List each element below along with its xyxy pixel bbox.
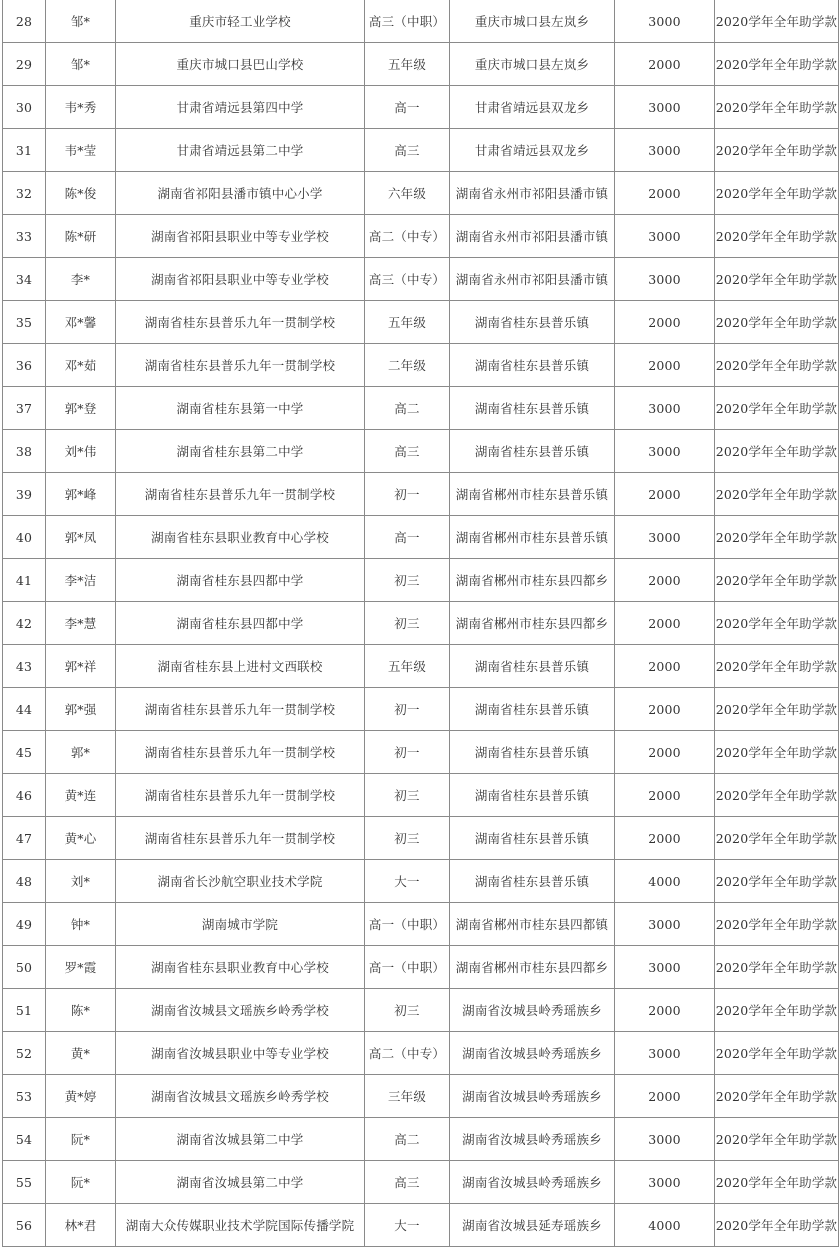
grant-amount-cell: 2000	[615, 559, 715, 602]
student-name-cell: 邓*馨	[46, 301, 116, 344]
remark-cell: 2020学年全年助学款	[715, 1075, 839, 1118]
row-number-cell: 39	[3, 473, 46, 516]
home-address-cell: 湖南省桂东县普乐镇	[450, 387, 615, 430]
grant-amount-cell: 2000	[615, 774, 715, 817]
table-row	[3, 516, 839, 559]
row-number-cell: 49	[3, 903, 46, 946]
home-address-cell: 湖南省汝城县岭秀瑶族乡	[450, 989, 615, 1032]
grant-recipients-table	[2, 0, 839, 1247]
student-name-cell: 刘*伟	[46, 430, 116, 473]
grant-amount-cell: 3000	[615, 387, 715, 430]
school-cell: 湖南省桂东县普乐九年一贯制学校	[116, 344, 365, 387]
table-row	[3, 860, 839, 903]
grade-cell: 高三（中专）	[365, 258, 450, 301]
row-number-cell: 41	[3, 559, 46, 602]
remark-cell: 2020学年全年助学款	[715, 43, 839, 86]
home-address-cell: 湖南省汝城县岭秀瑶族乡	[450, 1075, 615, 1118]
home-address-cell: 湖南省汝城县延寿瑶族乡	[450, 1204, 615, 1247]
school-cell: 湖南省汝城县文瑶族乡岭秀学校	[116, 989, 365, 1032]
table-row	[3, 387, 839, 430]
grade-cell: 五年级	[365, 43, 450, 86]
student-name-cell: 钟*	[46, 903, 116, 946]
remark-cell: 2020学年全年助学款	[715, 172, 839, 215]
grade-cell: 高二（中专）	[365, 215, 450, 258]
row-number-cell: 29	[3, 43, 46, 86]
row-number-cell: 36	[3, 344, 46, 387]
grant-amount-cell: 2000	[615, 301, 715, 344]
remark-cell: 2020学年全年助学款	[715, 774, 839, 817]
grade-cell: 初一	[365, 688, 450, 731]
student-name-cell: 陈*俊	[46, 172, 116, 215]
home-address-cell: 湖南省桂东县普乐镇	[450, 817, 615, 860]
grant-amount-cell: 2000	[615, 731, 715, 774]
row-number-cell: 33	[3, 215, 46, 258]
remark-cell: 2020学年全年助学款	[715, 731, 839, 774]
remark-cell: 2020学年全年助学款	[715, 387, 839, 430]
school-cell: 湖南省桂东县四都中学	[116, 602, 365, 645]
student-name-cell: 陈*	[46, 989, 116, 1032]
student-name-cell: 邹*	[46, 43, 116, 86]
home-address-cell: 湖南省桂东县普乐镇	[450, 860, 615, 903]
home-address-cell: 湖南省永州市祁阳县潘市镇	[450, 172, 615, 215]
row-number-cell: 40	[3, 516, 46, 559]
student-name-cell: 刘*	[46, 860, 116, 903]
grant-amount-cell: 3000	[615, 1161, 715, 1204]
grade-cell: 高三	[365, 1161, 450, 1204]
student-name-cell: 李*洁	[46, 559, 116, 602]
row-number-cell: 54	[3, 1118, 46, 1161]
school-cell: 湖南省祁阳县职业中等专业学校	[116, 215, 365, 258]
student-name-cell: 罗*霞	[46, 946, 116, 989]
remark-cell: 2020学年全年助学款	[715, 86, 839, 129]
school-cell: 湖南省桂东县普乐九年一贯制学校	[116, 817, 365, 860]
student-name-cell: 黄*	[46, 1032, 116, 1075]
school-cell: 湖南省汝城县第二中学	[116, 1161, 365, 1204]
table-row	[3, 301, 839, 344]
grant-amount-cell: 2000	[615, 645, 715, 688]
home-address-cell: 湖南省桂东县普乐镇	[450, 688, 615, 731]
remark-cell: 2020学年全年助学款	[715, 473, 839, 516]
grant-amount-cell: 2000	[615, 688, 715, 731]
grant-amount-cell: 2000	[615, 344, 715, 387]
remark-cell: 2020学年全年助学款	[715, 215, 839, 258]
remark-cell: 2020学年全年助学款	[715, 0, 839, 43]
remark-cell: 2020学年全年助学款	[715, 688, 839, 731]
school-cell: 湖南城市学院	[116, 903, 365, 946]
row-number-cell: 55	[3, 1161, 46, 1204]
home-address-cell: 湖南省桂东县普乐镇	[450, 430, 615, 473]
table-row	[3, 1204, 839, 1247]
remark-cell: 2020学年全年助学款	[715, 1204, 839, 1247]
school-cell: 湖南省汝城县文瑶族乡岭秀学校	[116, 1075, 365, 1118]
grant-amount-cell: 2000	[615, 1075, 715, 1118]
student-name-cell: 林*君	[46, 1204, 116, 1247]
grant-amount-cell: 3000	[615, 903, 715, 946]
student-name-cell: 郭*强	[46, 688, 116, 731]
grant-amount-cell: 2000	[615, 473, 715, 516]
home-address-cell: 湖南省郴州市桂东县四都乡	[450, 946, 615, 989]
grant-amount-cell: 3000	[615, 430, 715, 473]
remark-cell: 2020学年全年助学款	[715, 817, 839, 860]
remark-cell: 2020学年全年助学款	[715, 516, 839, 559]
table-row	[3, 774, 839, 817]
student-name-cell: 郭*登	[46, 387, 116, 430]
grade-cell: 初三	[365, 817, 450, 860]
school-cell: 湖南省桂东县职业教育中心学校	[116, 516, 365, 559]
row-number-cell: 48	[3, 860, 46, 903]
grade-cell: 初三	[365, 989, 450, 1032]
table-row	[3, 172, 839, 215]
student-name-cell: 郭*	[46, 731, 116, 774]
grant-amount-cell: 4000	[615, 860, 715, 903]
student-name-cell: 陈*研	[46, 215, 116, 258]
row-number-cell: 37	[3, 387, 46, 430]
grade-cell: 高二	[365, 1118, 450, 1161]
grant-amount-cell: 3000	[615, 86, 715, 129]
home-address-cell: 湖南省郴州市桂东县普乐镇	[450, 516, 615, 559]
grant-amount-cell: 2000	[615, 43, 715, 86]
grade-cell: 大一	[365, 1204, 450, 1247]
home-address-cell: 湖南省汝城县岭秀瑶族乡	[450, 1118, 615, 1161]
home-address-cell: 湖南省桂东县普乐镇	[450, 645, 615, 688]
grade-cell: 高一	[365, 516, 450, 559]
grant-amount-cell: 3000	[615, 0, 715, 43]
grade-cell: 初三	[365, 559, 450, 602]
row-number-cell: 51	[3, 989, 46, 1032]
table-row	[3, 559, 839, 602]
home-address-cell: 湖南省郴州市桂东县四都镇	[450, 903, 615, 946]
student-name-cell: 韦*莹	[46, 129, 116, 172]
grade-cell: 高三	[365, 430, 450, 473]
home-address-cell: 湖南省汝城县岭秀瑶族乡	[450, 1161, 615, 1204]
table-row	[3, 1075, 839, 1118]
row-number-cell: 28	[3, 0, 46, 43]
grade-cell: 二年级	[365, 344, 450, 387]
grade-cell: 高二（中专）	[365, 1032, 450, 1075]
student-name-cell: 黄*心	[46, 817, 116, 860]
row-number-cell: 53	[3, 1075, 46, 1118]
school-cell: 重庆市城口县巴山学校	[116, 43, 365, 86]
school-cell: 湖南省汝城县职业中等专业学校	[116, 1032, 365, 1075]
home-address-cell: 湖南省郴州市桂东县四都乡	[450, 602, 615, 645]
table-row	[3, 731, 839, 774]
grant-amount-cell: 3000	[615, 1118, 715, 1161]
home-address-cell: 湖南省桂东县普乐镇	[450, 344, 615, 387]
table-row	[3, 215, 839, 258]
remark-cell: 2020学年全年助学款	[715, 301, 839, 344]
school-cell: 湖南省桂东县普乐九年一贯制学校	[116, 731, 365, 774]
school-cell: 湖南省桂东县第二中学	[116, 430, 365, 473]
grant-amount-cell: 3000	[615, 258, 715, 301]
school-cell: 重庆市轻工业学校	[116, 0, 365, 43]
grade-cell: 高一	[365, 86, 450, 129]
school-cell: 湖南省桂东县普乐九年一贯制学校	[116, 301, 365, 344]
table-row	[3, 0, 839, 43]
school-cell: 湖南省祁阳县职业中等专业学校	[116, 258, 365, 301]
row-number-cell: 38	[3, 430, 46, 473]
home-address-cell: 湖南省桂东县普乐镇	[450, 774, 615, 817]
school-cell: 湖南省桂东县普乐九年一贯制学校	[116, 774, 365, 817]
student-name-cell: 阮*	[46, 1161, 116, 1204]
school-cell: 湖南省桂东县普乐九年一贯制学校	[116, 688, 365, 731]
grant-amount-cell: 2000	[615, 989, 715, 1032]
grade-cell: 大一	[365, 860, 450, 903]
remark-cell: 2020学年全年助学款	[715, 1118, 839, 1161]
grant-amount-cell: 2000	[615, 172, 715, 215]
table-row	[3, 43, 839, 86]
school-cell: 湖南省祁阳县潘市镇中心小学	[116, 172, 365, 215]
home-address-cell: 湖南省桂东县普乐镇	[450, 301, 615, 344]
grade-cell: 初三	[365, 774, 450, 817]
row-number-cell: 47	[3, 817, 46, 860]
row-number-cell: 32	[3, 172, 46, 215]
school-cell: 湖南省长沙航空职业技术学院	[116, 860, 365, 903]
table-row	[3, 989, 839, 1032]
home-address-cell: 重庆市城口县左岚乡	[450, 43, 615, 86]
student-name-cell: 郭*峰	[46, 473, 116, 516]
remark-cell: 2020学年全年助学款	[715, 1161, 839, 1204]
table-row	[3, 258, 839, 301]
school-cell: 甘肃省靖远县第四中学	[116, 86, 365, 129]
row-number-cell: 35	[3, 301, 46, 344]
table-row	[3, 645, 839, 688]
grant-amount-cell: 2000	[615, 602, 715, 645]
grade-cell: 五年级	[365, 645, 450, 688]
remark-cell: 2020学年全年助学款	[715, 860, 839, 903]
home-address-cell: 湖南省永州市祁阳县潘市镇	[450, 215, 615, 258]
grant-amount-cell: 4000	[615, 1204, 715, 1247]
student-name-cell: 韦*秀	[46, 86, 116, 129]
student-name-cell: 黄*连	[46, 774, 116, 817]
row-number-cell: 43	[3, 645, 46, 688]
table-row	[3, 817, 839, 860]
school-cell: 甘肃省靖远县第二中学	[116, 129, 365, 172]
grant-amount-cell: 3000	[615, 946, 715, 989]
grade-cell: 三年级	[365, 1075, 450, 1118]
grade-cell: 初一	[365, 731, 450, 774]
grade-cell: 初一	[365, 473, 450, 516]
student-name-cell: 邓*茹	[46, 344, 116, 387]
row-number-cell: 42	[3, 602, 46, 645]
remark-cell: 2020学年全年助学款	[715, 602, 839, 645]
school-cell: 湖南省桂东县普乐九年一贯制学校	[116, 473, 365, 516]
school-cell: 湖南大众传媒职业技术学院国际传播学院	[116, 1204, 365, 1247]
row-number-cell: 45	[3, 731, 46, 774]
grade-cell: 高一（中职）	[365, 946, 450, 989]
remark-cell: 2020学年全年助学款	[715, 903, 839, 946]
home-address-cell: 湖南省郴州市桂东县普乐镇	[450, 473, 615, 516]
grant-amount-cell: 2000	[615, 817, 715, 860]
grant-amount-cell: 3000	[615, 129, 715, 172]
grade-cell: 高二	[365, 387, 450, 430]
student-name-cell: 黄*婷	[46, 1075, 116, 1118]
table-row	[3, 86, 839, 129]
remark-cell: 2020学年全年助学款	[715, 430, 839, 473]
home-address-cell: 甘肃省靖远县双龙乡	[450, 129, 615, 172]
grant-amount-cell: 3000	[615, 516, 715, 559]
remark-cell: 2020学年全年助学款	[715, 344, 839, 387]
remark-cell: 2020学年全年助学款	[715, 559, 839, 602]
remark-cell: 2020学年全年助学款	[715, 645, 839, 688]
remark-cell: 2020学年全年助学款	[715, 1032, 839, 1075]
student-name-cell: 郭*凤	[46, 516, 116, 559]
table-row	[3, 1032, 839, 1075]
grade-cell: 六年级	[365, 172, 450, 215]
table-row	[3, 946, 839, 989]
remark-cell: 2020学年全年助学款	[715, 946, 839, 989]
home-address-cell: 湖南省桂东县普乐镇	[450, 731, 615, 774]
row-number-cell: 30	[3, 86, 46, 129]
row-number-cell: 34	[3, 258, 46, 301]
remark-cell: 2020学年全年助学款	[715, 129, 839, 172]
grade-cell: 五年级	[365, 301, 450, 344]
row-number-cell: 52	[3, 1032, 46, 1075]
school-cell: 湖南省桂东县上进村文西联校	[116, 645, 365, 688]
table-row	[3, 903, 839, 946]
school-cell: 湖南省桂东县第一中学	[116, 387, 365, 430]
home-address-cell: 湖南省郴州市桂东县四都乡	[450, 559, 615, 602]
grade-cell: 初三	[365, 602, 450, 645]
row-number-cell: 56	[3, 1204, 46, 1247]
student-name-cell: 郭*祥	[46, 645, 116, 688]
grade-cell: 高三	[365, 129, 450, 172]
grade-cell: 高一（中职）	[365, 903, 450, 946]
table-row	[3, 1161, 839, 1204]
student-name-cell: 李*慧	[46, 602, 116, 645]
table-row	[3, 688, 839, 731]
student-name-cell: 李*	[46, 258, 116, 301]
table-row	[3, 1118, 839, 1161]
table-row	[3, 602, 839, 645]
school-cell: 湖南省桂东县四都中学	[116, 559, 365, 602]
student-name-cell: 阮*	[46, 1118, 116, 1161]
home-address-cell: 湖南省永州市祁阳县潘市镇	[450, 258, 615, 301]
grade-cell: 高三（中职）	[365, 0, 450, 43]
home-address-cell: 湖南省汝城县岭秀瑶族乡	[450, 1032, 615, 1075]
row-number-cell: 50	[3, 946, 46, 989]
table-row	[3, 430, 839, 473]
student-name-cell: 邹*	[46, 0, 116, 43]
home-address-cell: 重庆市城口县左岚乡	[450, 0, 615, 43]
grant-amount-cell: 3000	[615, 1032, 715, 1075]
table-row	[3, 344, 839, 387]
remark-cell: 2020学年全年助学款	[715, 989, 839, 1032]
school-cell: 湖南省桂东县职业教育中心学校	[116, 946, 365, 989]
school-cell: 湖南省汝城县第二中学	[116, 1118, 365, 1161]
grant-amount-cell: 3000	[615, 215, 715, 258]
home-address-cell: 甘肃省靖远县双龙乡	[450, 86, 615, 129]
row-number-cell: 46	[3, 774, 46, 817]
table-body	[3, 0, 839, 1247]
remark-cell: 2020学年全年助学款	[715, 258, 839, 301]
row-number-cell: 44	[3, 688, 46, 731]
table-row	[3, 473, 839, 516]
table-row	[3, 129, 839, 172]
row-number-cell: 31	[3, 129, 46, 172]
